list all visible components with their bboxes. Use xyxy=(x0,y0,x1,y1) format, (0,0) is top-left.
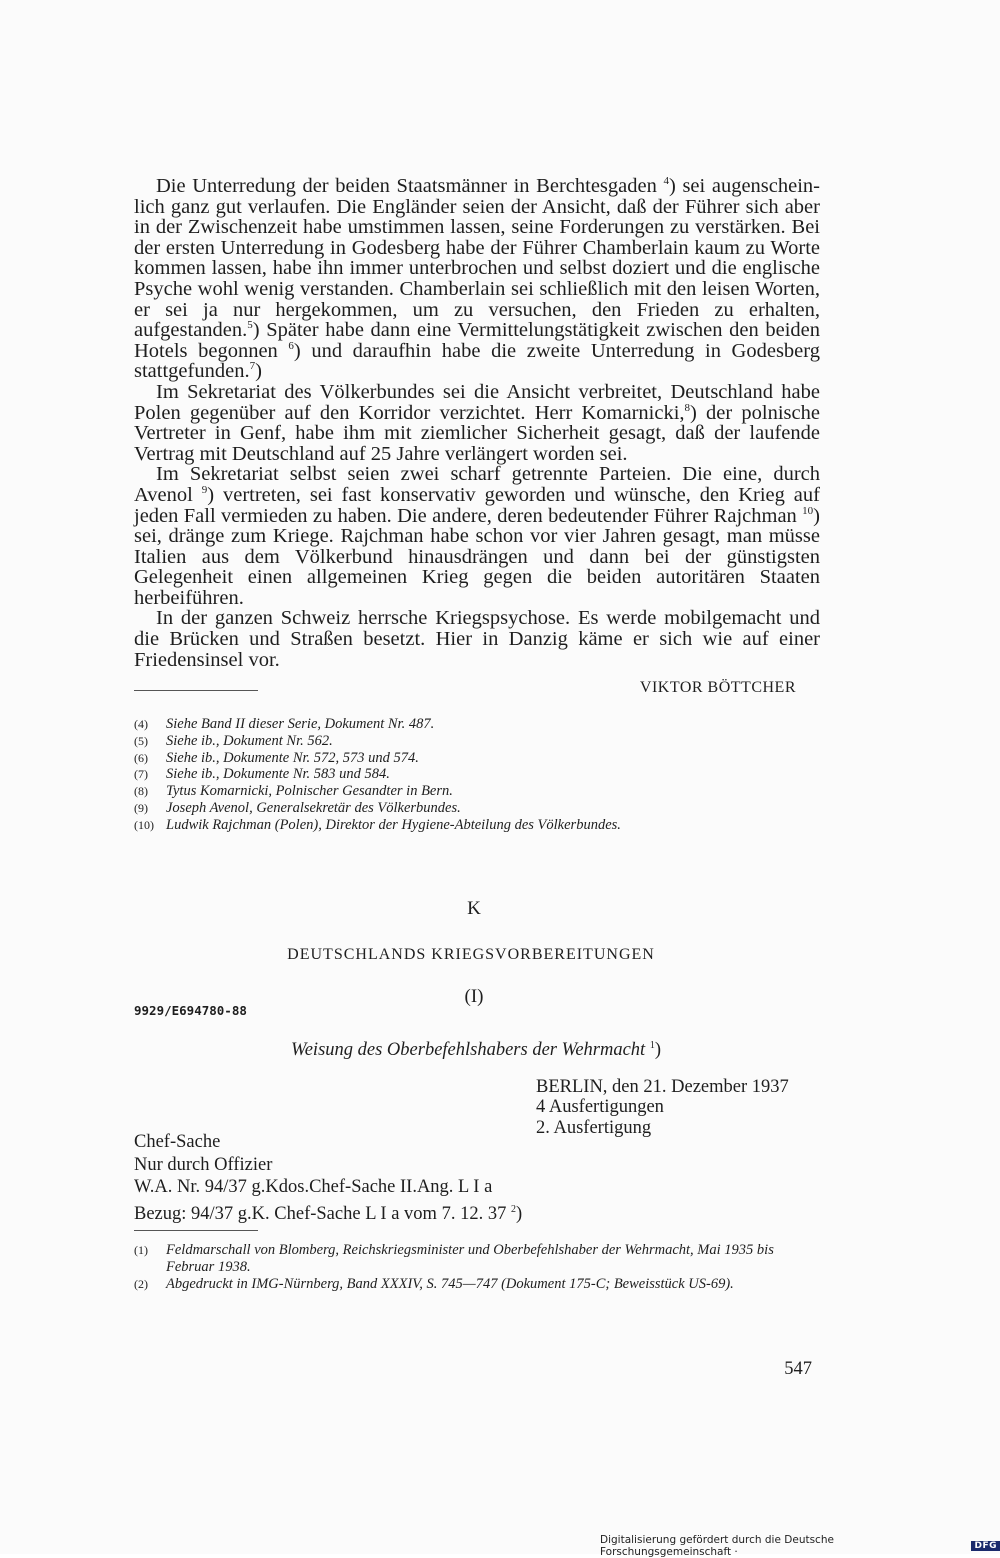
footnote xyxy=(134,716,794,733)
copies-count: 4 Ausfertigungen xyxy=(536,1097,664,1118)
footnote-text: Feldmarschall von Blomberg, Reichskriegsminister und Oberbefehlshaber der Wehrmacht, Mai 1935 bis Februar 1938. xyxy=(166,1242,774,1275)
footnote-text: Abgedruckt in IMG-Nürnberg, Band XXXIV, S. 745—747 (Dokument 175-C; Beweisstück US-69). xyxy=(166,1275,734,1292)
footnote xyxy=(134,783,794,800)
footnote-divider xyxy=(134,1230,258,1231)
footnote-mark: (8) xyxy=(134,784,148,799)
dfg-credit-text: Digitalisierung gefördert durch die Deutsche Forschungsgemeinschaft · xyxy=(600,1534,834,1558)
letter-body xyxy=(134,176,820,670)
footnote-mark: (10) xyxy=(134,817,154,832)
footnotes-top xyxy=(134,716,794,834)
section-title: DEUTSCHLANDS KRIEGSVORBEREITUNGEN xyxy=(287,946,655,963)
paragraph-text: Die Unterredung der beiden Staatsmänner in Berchtesgaden xyxy=(156,175,664,197)
footnote xyxy=(134,1242,794,1276)
dfg-logo: DFG xyxy=(971,1541,1000,1551)
footnote-text: Siehe Band II dieser Serie, Dokument Nr. 487. xyxy=(166,716,435,732)
paragraph-text: ) vertreten, sei fast konservativ geworden und wünsche, den Krieg auf jeden Fall vermieden zu haben. Die andere, deren bedeutender Führer Rajchman xyxy=(134,483,820,527)
dfg-credit-bar xyxy=(600,1534,1000,1558)
footnote-text: Siehe ib., Dokumente Nr. 572, 573 und 574. xyxy=(166,749,419,766)
footnote-ref: 9 xyxy=(201,484,208,497)
document-heading-text: Weisung des Oberbefehlshabers der Wehrmacht xyxy=(291,1040,646,1061)
footnote-text: Siehe ib., Dokumente Nr. 583 und 584. xyxy=(166,766,390,783)
footnote-divider xyxy=(134,690,258,691)
footnote-mark: (5) xyxy=(134,733,148,748)
paragraph-text: ) Später habe dann eine Vermittelungstätigkeit zwischen den beiden Hotels begonnen xyxy=(134,319,820,362)
classification-line: Chef-Sache xyxy=(134,1132,221,1152)
classification-block xyxy=(134,1131,522,1226)
footnote xyxy=(134,733,794,750)
document-heading: Weisung des Oberbefehlshabers der Wehrmacht $^1$) xyxy=(291,1040,661,1061)
copy-number: 2. Ausfertigung xyxy=(536,1117,652,1138)
place-date-block xyxy=(536,1077,789,1138)
footnote-mark: (6) xyxy=(134,750,148,765)
footnotes-bottom xyxy=(134,1242,794,1292)
paragraph-text: Im Sekretariat des Völkerbundes sei die Ansicht verbreitet, Deutschland habe Polen gegenüber auf den Korridor verzichtet. Herr Komarnicki, xyxy=(134,380,820,424)
classification-line: Nur durch Offizier xyxy=(134,1154,273,1175)
footnote-ref: 8 xyxy=(684,401,691,414)
paragraph-text: In der ganzen Schweiz herrsche Kriegspsychose. Es werde mobilgemacht und die Brücken und Straßen besetzt. Hier in Danzig käme er sich wie auf einer Friedensinsel vor. xyxy=(134,607,820,671)
footnote xyxy=(134,800,794,817)
reference-note: 2 xyxy=(510,1203,516,1215)
archive-code: 9929/E694780-88 xyxy=(134,1003,247,1018)
footnote xyxy=(134,750,794,767)
letter-paragraph xyxy=(134,608,820,670)
footnote-text: Tytus Komarnicki, Polnischer Gesandter in Bern. xyxy=(166,783,453,800)
paragraph-text: ) sei augenscheinlich ganz gut verlaufen. Die Engländer seien der Ansicht, daß der Führer sich aber in der Zwischenzeit habe umstimmen lassen, seine Forderungen zu verstärken. Bei der ersten Unterredung in Godesberg habe der Führer Chamberlain kaum zu Worte kommen lassen, habe ihn immer unterbrochen und selbst doziert und die englische Psyche wohl wenig verstanden. Chamberlain sei schließlich mit den leisen Worten, er sei ja nur hergekommen, um zu versuchen, den Frieden zu erhalten, aufgestanden. xyxy=(134,175,820,342)
paragraph-text: ) sei, dränge zum Kriege. Rajchman habe schon vor vier Jahren gesagt, man müsse Italien aus dem Völkerbund hinausdrängen und dann bei der günstigsten Gelegenheit einen allgemeinen Krieg gegen die beiden autoritären Staaten herbeiführen. xyxy=(134,504,820,609)
footnote-ref: 6 xyxy=(288,339,294,352)
letter-paragraph xyxy=(134,382,820,464)
paragraph-text: ) xyxy=(255,360,262,383)
paragraph-text: Im Sekretariat selbst seien zwei scharf getrennte Parteien. Die eine, durch Avenol xyxy=(134,463,820,506)
document-number: (I) xyxy=(464,986,484,1007)
footnote-ref: 10 xyxy=(802,504,814,517)
page-number: 547 xyxy=(784,1359,812,1379)
letter-paragraph xyxy=(134,176,820,382)
footnote-mark: (4) xyxy=(134,717,148,731)
footnote-text: Ludwik Rajchman (Polen), Direktor der Hygiene-Abteilung des Völkerbundes. xyxy=(166,816,621,833)
footnote-text: Joseph Avenol, Generalsekretär des Völkerbundes. xyxy=(166,799,461,816)
section-letter: K xyxy=(467,898,481,919)
paragraph-text: ) der polnische Vertreter in Genf, habe ihm mit ziemlicher Sicherheit gesagt, daß der laufende Vertrag mit Deutschland auf 25 Jahre verlängert worden sei. xyxy=(134,401,820,465)
footnote-mark: (7) xyxy=(134,767,148,782)
letter-paragraph xyxy=(134,464,820,608)
reference-line: Bezug: 94/37 g.K. Chef-Sache L I a vom 7. 12. 37 $^2$) xyxy=(134,1203,523,1224)
footnote-ref: 4 xyxy=(663,175,669,188)
footnote xyxy=(134,1276,794,1293)
footnote-mark: (1) xyxy=(134,1243,148,1257)
footnote-ref: 7 xyxy=(249,360,256,373)
footnote-mark: (9) xyxy=(134,800,148,815)
classification-line: W.A. Nr. 94/37 g.Kdos.Chef-Sache II.Ang. L I a xyxy=(134,1177,493,1198)
footnote xyxy=(134,766,794,783)
document-heading-note: 1 xyxy=(649,1040,655,1051)
reference-text: Bezug: 94/37 g.K. Chef-Sache L I a vom 7. 12. 37 xyxy=(134,1203,507,1224)
place-date: BERLIN, den 21. Dezember 1937 xyxy=(536,1077,789,1097)
footnote-ref: 5 xyxy=(247,319,253,332)
footnote-text: Siehe ib., Dokument Nr. 562. xyxy=(166,732,333,749)
paragraph-text: ) und daraufhin habe die zweite Unterredung in Godesberg stattgefunden. xyxy=(134,339,820,383)
footnote xyxy=(134,817,794,834)
footnote-mark: (2) xyxy=(134,1276,148,1291)
signature: VIKTOR BÖTTCHER xyxy=(639,679,796,696)
